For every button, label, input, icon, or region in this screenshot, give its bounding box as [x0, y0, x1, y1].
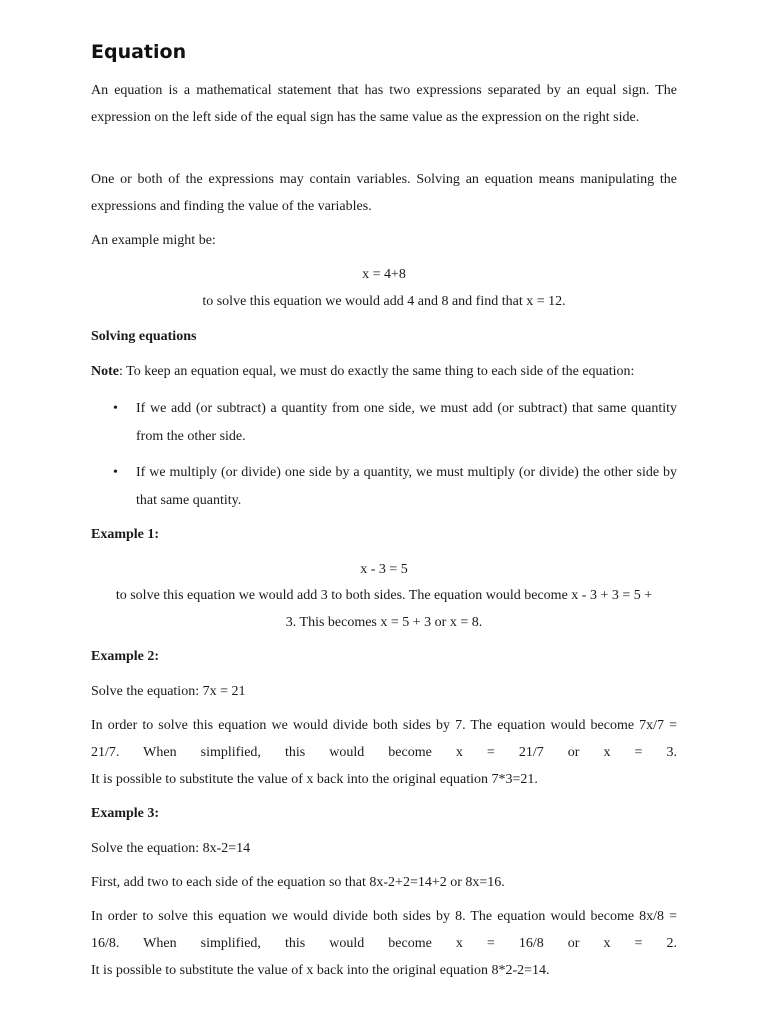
note-label: Note	[91, 364, 119, 379]
example2-explanation: In order to solve this equation we would divide both sides by 7. The equation would become 7x/7 = 21/7. When simplified, this would become x = 21/7 or x = 3.	[91, 718, 677, 760]
note-text: : To keep an equation equal, we must do exactly the same thing to each side of the equation:	[119, 364, 635, 379]
intro-paragraph-3: An example might be:	[91, 233, 216, 248]
example3-heading: Example 3:	[91, 806, 160, 821]
note-paragraph	[91, 358, 677, 385]
example2-check: It is possible to substitute the value of x back into the original equation 7*3=21.	[91, 772, 538, 787]
bullet-icon: •	[113, 401, 118, 416]
example3-explanation: In order to solve this equation we would divide both sides by 8. The equation would become 8x/8 = 16/8. When simplified, this would become x = 16/8 or x = 2.	[91, 909, 677, 951]
document-title: Equation	[91, 41, 187, 63]
example1-heading: Example 1:	[91, 527, 160, 542]
example1-solution-line-2: 3. This becomes x = 5 + 3 or x = 8.	[285, 615, 483, 630]
example-equation: x = 4+8	[362, 267, 406, 282]
intro-paragraph-2: One or both of the expressions may contain variables. Solving an equation means manipulating the expressions and finding the value of the variables.	[91, 172, 677, 214]
example1-equation: x - 3 = 5	[360, 562, 408, 577]
bullet-text-2: If we multiply (or divide) one side by a quantity, we must multiply (or divide) the other side by that same quantity.	[136, 465, 677, 508]
bullet-text-1: If we add (or subtract) a quantity from one side, we must add (or subtract) that same quantity from the other side.	[136, 401, 677, 444]
solving-heading: Solving equations	[91, 329, 197, 344]
example-solution: to solve this equation we would add 4 and 8 and find that x = 12.	[202, 294, 566, 309]
example2-problem: Solve the equation: 7x = 21	[91, 684, 246, 699]
example3-problem: Solve the equation: 8x-2=14	[91, 841, 251, 856]
bullet-icon: •	[113, 465, 118, 480]
example1-solution-line-1: to solve this equation we would add 3 to both sides. The equation would become x - 3 + 3 = 5 +	[115, 588, 653, 603]
intro-paragraph-1: An equation is a mathematical statement that has two expressions separated by an equal sign. The expression on the left side of the equal sign has the same value as the expression on the right side.	[91, 83, 677, 125]
example3-check: It is possible to substitute the value of x back into the original equation 8*2-2=14.	[91, 963, 550, 978]
example3-step-1: First, add two to each side of the equation so that 8x-2+2=14+2 or 8x=16.	[91, 875, 505, 890]
example2-heading: Example 2:	[91, 649, 160, 664]
